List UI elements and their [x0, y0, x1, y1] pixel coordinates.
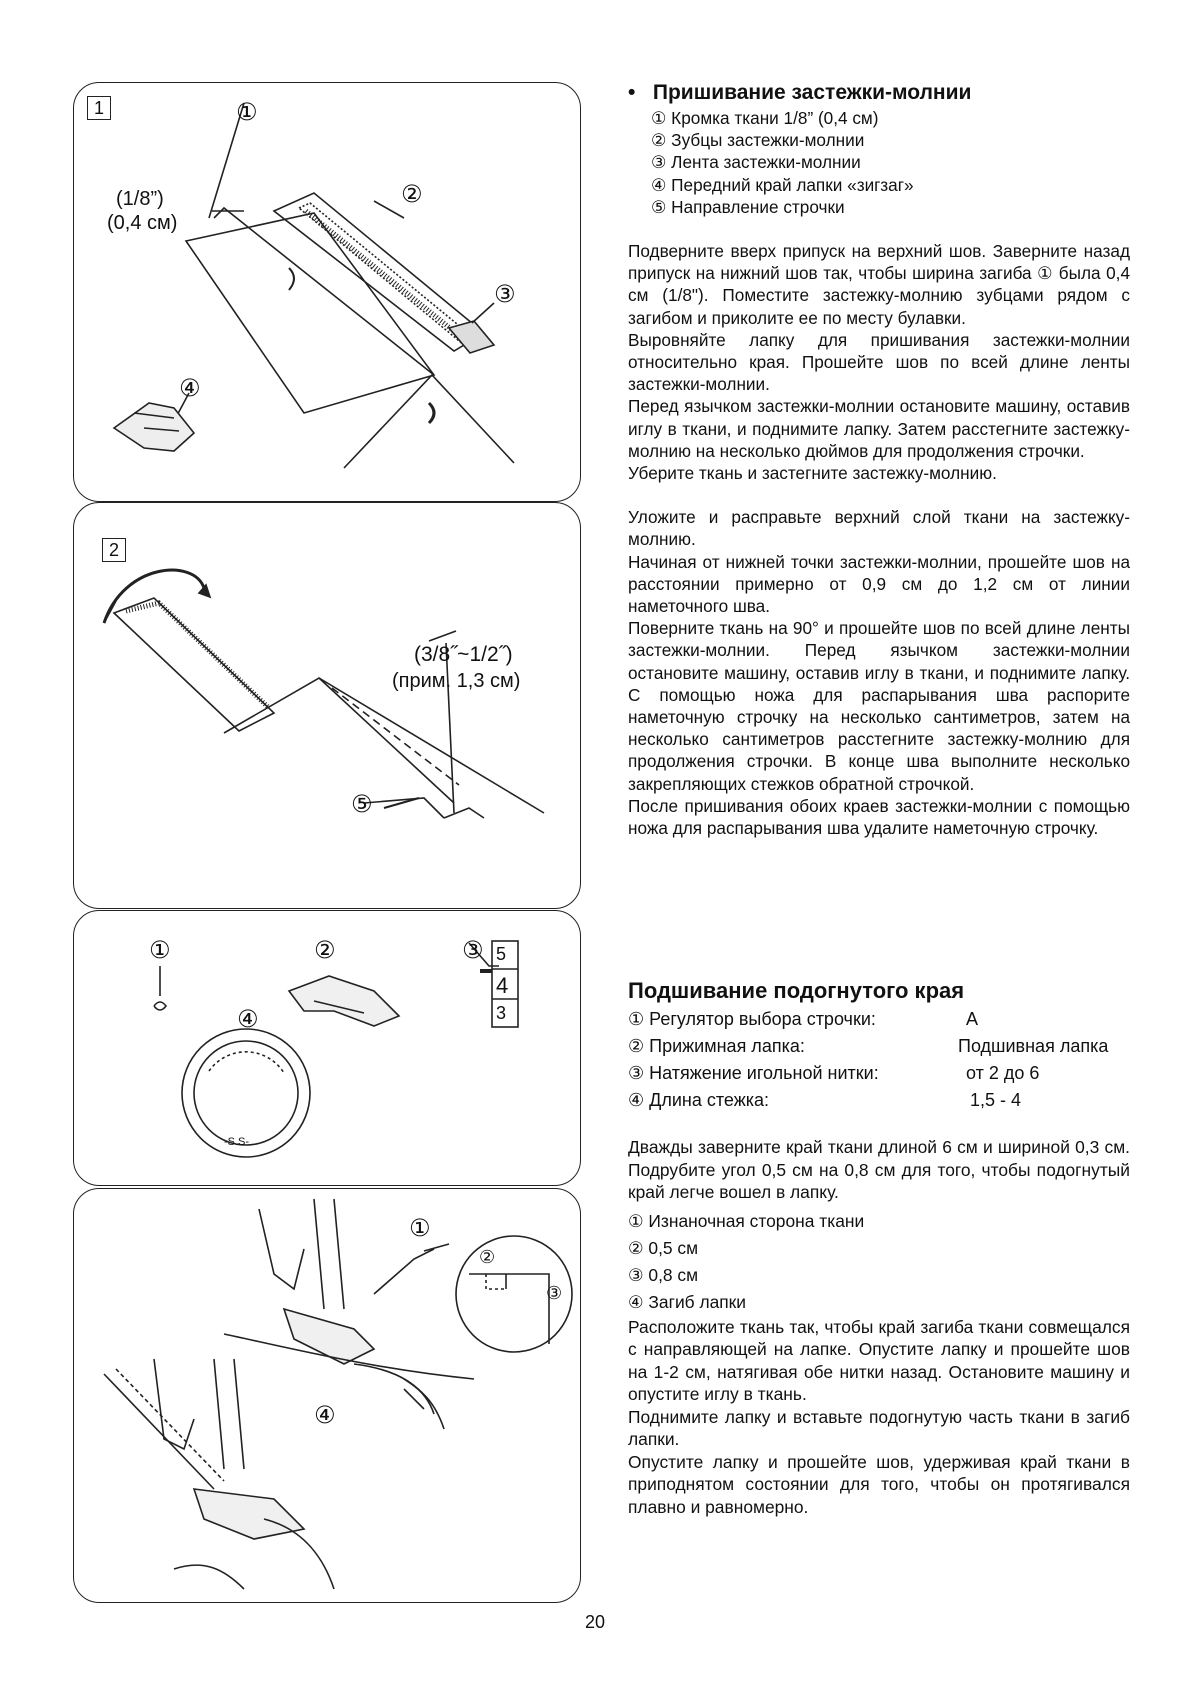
setting-row — [628, 1060, 1130, 1087]
zipper-item-1: ① Кромка ткани 1/8” (0,4 см) — [651, 108, 879, 128]
distance-inch-label: (3/8˝~1/2˝) — [414, 643, 513, 666]
callout-4: ④ — [237, 1006, 259, 1033]
dial-ss-label: -S.S- — [224, 1136, 250, 1148]
callout-3: ③ — [462, 937, 484, 964]
callout-1: ① — [409, 1215, 431, 1242]
zipper-para1-3: Перед язычком застежки-молнии остановите машину, оставив иглу в ткани, и поднимите лапку. Затем расстегните застежку-молнию на несколько дюймов для продолжения строчки. — [628, 396, 1130, 461]
zipper-title-text: Пришивание застежки-молнии — [652, 81, 972, 104]
callout-4: ④ — [179, 375, 201, 402]
callout-5: ⑤ — [351, 791, 373, 818]
hem-section — [628, 978, 1130, 1518]
zipper-para2-3: Поверните ткань на 90° и прошейте шов по всей длине ленты застежки-молнии. Перед язычком застежки-молнии остановите машину, оставив иглу в ткани, и поднимите лапку. С помощью ножа для распарывания шва распорите наметочную строчку на несколько сантиметров, затем на несколько сантиметров расстегните застежку-молнию для продолжения строчки. В конце шва выполните несколько закрепляющих стежков обратной строчкой. — [628, 618, 1130, 794]
figure-panel-1 — [73, 82, 581, 502]
callout-1: ① — [236, 99, 258, 126]
hem-item-2: ② 0,5 см — [628, 1237, 699, 1258]
distance-cm-label: (прим. 1,3 см) — [392, 670, 521, 692]
tension-scale-3: 3 — [496, 1003, 507, 1023]
hem-item-3: ③ 0,8 см — [628, 1264, 699, 1285]
callout-1: ① — [149, 937, 171, 964]
setting-label: ④ Длина стежка: — [628, 1090, 770, 1110]
hem-para-1: Расположите ткань так, чтобы край загиба ткани совмещался с направляющей на лапке. Опустите лапку и прошейте шов на 1-2 см, натягивая обе нитки назад. Остановите машину и опустите иглу в ткань. — [628, 1316, 1130, 1404]
zipper-para1-2: Выровняйте лапку для пришивания застежки-молнии относительно края. Прошейте шов по всей длине ленты застежки-молнии. — [628, 329, 1130, 395]
hem-item-1: ① Изнаночная сторона ткани — [628, 1210, 865, 1231]
zipper-para2-2: Начиная от нижней точки застежки-молнии, прошейте шов на расстоянии примерно от 0,9 см до 1,2 см от линии наметочного шва. — [628, 551, 1130, 617]
callout-4: ④ — [314, 1402, 336, 1429]
tension-scale-5: 5 — [496, 944, 507, 964]
setting-row — [628, 1087, 1130, 1114]
setting-row — [628, 1033, 1130, 1060]
figure-panel-4 — [73, 1188, 581, 1603]
hem-section-title: Подшивание подогнутого края — [628, 978, 965, 1003]
callout-3: ③ — [494, 281, 516, 308]
setting-value: A — [966, 1009, 979, 1029]
hem-item-4: ④ Загиб лапки — [628, 1291, 747, 1312]
zipper-item-4: ④ Передний край лапки «зигзаг» — [651, 174, 914, 195]
zipper-para1-4: Уберите ткань и застегните застежку-молнию. — [628, 463, 997, 484]
tension-scale-4: 4 — [496, 973, 509, 998]
setting-row — [628, 1006, 1130, 1033]
zipper-item-3: ③ Лента застежки-молнии — [651, 152, 861, 173]
zipper-item-5: ⑤ Направление строчки — [651, 196, 845, 217]
hem-para-2: Поднимите лапку и вставьте подогнутую часть ткани в загиб лапки. — [628, 1406, 1130, 1449]
callout-2: ② — [401, 181, 423, 208]
callout-3: ③ — [546, 1283, 563, 1303]
topstitch-illustration — [74, 503, 580, 908]
hem-para-3: Опустите лапку и прошейте шов, удерживая край ткани в приподнятом состоянии для того, чтобы он протягивался плавно и равномерно. — [628, 1451, 1130, 1517]
edge-inch-label: (1/8”) — [116, 188, 164, 210]
hem-intro: Дважды заверните край ткани длиной 6 см и шириной 0,3 см. Подрубите угол 0,5 см на 0,8 см для того, чтобы подогнутый край легче вошел в лапку. — [628, 1137, 1130, 1202]
zipper-para2-1: Уложите и расправьте верхний слой ткани на застежку-молнию. — [628, 507, 1130, 550]
zipper-item-2: ② Зубцы застежки-молнии — [651, 130, 865, 151]
zipper-para1-1: Подверните вверх припуск на верхний шов. Заверните назад припуск на нижний шов так, чтобы ширина загиба ① была 0,4 см (1/8"). Поместите застежку-молнию зубцами рядом с загибом и приколите ее по месту булавки. — [628, 241, 1130, 328]
setting-label: ③ Натяжение игольной нитки: — [628, 1063, 879, 1083]
callout-2: ② — [479, 1247, 496, 1267]
zipper-section — [628, 80, 1130, 839]
figure-panel-2 — [73, 502, 581, 909]
setting-value: 1,5 - 4 — [970, 1090, 1022, 1110]
setting-label: ② Прижимная лапка: — [628, 1036, 805, 1056]
figure-panel-3 — [73, 910, 581, 1186]
setting-value: Подшивная лапка — [958, 1036, 1109, 1056]
zipper-section-title: • Пришивание застежки-молнии — [628, 81, 972, 104]
edge-cm-label: (0,4 см) — [107, 212, 178, 234]
hemming-illustration — [74, 1189, 580, 1602]
zipper-para2-4: После пришивания обоих краев застежки-молнии с помощью ножа для распарывания шва удалите наметочную строчку. — [628, 795, 1130, 839]
callout-2: ② — [314, 937, 336, 964]
page-number: 20 — [584, 1612, 606, 1632]
panel-number: 1 — [87, 96, 111, 120]
setting-value: от 2 до 6 — [966, 1063, 1040, 1083]
panel-number: 2 — [102, 538, 126, 562]
setting-label: ① Регулятор выбора строчки: — [628, 1009, 876, 1029]
